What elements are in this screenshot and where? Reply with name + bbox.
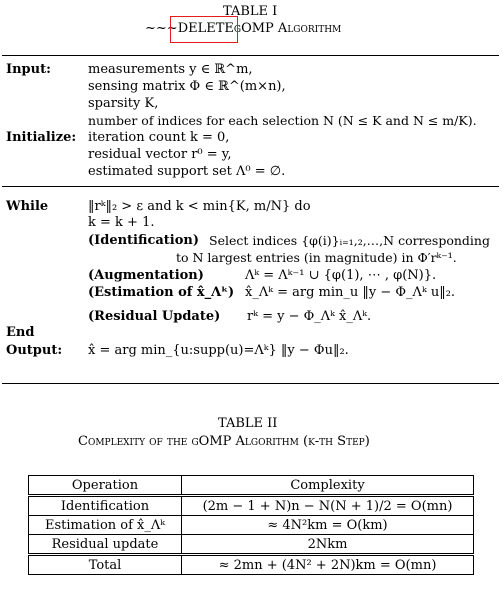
- total-operation: Total: [29, 555, 182, 575]
- input-line-4: number of indices for each selection N (N ≤ K and N ≤ m/K).: [88, 113, 477, 128]
- ident-label: (Identification): [88, 233, 199, 248]
- table-header-row: [29, 476, 474, 496]
- table2-title: Complexity of the gOMP Algorithm (k-th Step): [78, 434, 370, 449]
- header-operation: Operation: [29, 476, 182, 496]
- title-prefix: ~~~: [145, 21, 178, 36]
- table1-number: TABLE I: [223, 4, 278, 19]
- end-label: End: [6, 325, 35, 340]
- input-line-1: measurements y ∈ ℝ^m,: [88, 62, 253, 77]
- title-highlight-text: DELETE: [177, 21, 234, 36]
- input-line-2: sensing matrix Φ ∈ ℝ^(m×n),: [88, 79, 286, 94]
- input-label: Input:: [6, 62, 51, 77]
- output-text: x̂ = arg min_{u:supp(u)=Λᵏ} ‖y − Φu‖₂.: [88, 343, 349, 358]
- init-line-3: estimated support set Λ⁰ = ∅.: [88, 164, 286, 179]
- rule-mid: [2, 186, 499, 187]
- table-row: [29, 516, 474, 535]
- ident-text-1: Select indices {φ(i)}ᵢ₌₁,₂,…,N corresponding: [209, 233, 490, 248]
- total-complexity: ≈ 2mn + (4N² + 2N)km = O(mn): [182, 555, 474, 575]
- row-complexity: ≈ 4N²km = O(km): [182, 516, 474, 535]
- aug-label: (Augmentation): [88, 268, 204, 283]
- rule-top: [2, 55, 499, 56]
- res-label: (Residual Update): [88, 309, 221, 324]
- while-condition: ‖rᵏ‖₂ > ε and k < min{K, m/N} do: [88, 199, 311, 214]
- while-label: While: [6, 199, 49, 214]
- row-operation: Residual update: [29, 535, 182, 555]
- res-text: rᵏ = y − Φ_Λᵏ x̂_Λᵏ.: [247, 309, 372, 324]
- row-operation: Identification: [29, 496, 182, 516]
- header-complexity: Complexity: [182, 476, 474, 496]
- input-line-3: sparsity K,: [88, 96, 159, 111]
- table-total-row: [29, 555, 474, 575]
- init-line-2: residual vector r⁰ = y,: [88, 147, 232, 162]
- init-label: Initialize:: [6, 130, 77, 145]
- ident-text-2: to N largest entries (in magnitude) in Φ′rᵏ⁻¹.: [176, 250, 457, 265]
- row-operation: Estimation of x̂_Λᵏ: [29, 516, 182, 535]
- est-text: x̂_Λᵏ = arg min_u ‖y − Φ_Λᵏ u‖₂.: [245, 285, 456, 300]
- table-row: [29, 535, 474, 555]
- while-step: k = k + 1.: [88, 215, 155, 230]
- highlight-box: [170, 16, 238, 43]
- row-complexity: 2Nkm: [182, 535, 474, 555]
- table2-number: TABLE II: [218, 416, 278, 431]
- init-line-1: iteration count k = 0,: [88, 130, 230, 145]
- est-label: (Estimation of x̂_Λᵏ): [88, 285, 235, 300]
- output-label: Output:: [6, 343, 63, 358]
- title-rest: gOMP Algorithm: [233, 21, 342, 36]
- table-row: [29, 496, 474, 516]
- aug-text: Λᵏ = Λᵏ⁻¹ ∪ {φ(1), ⋯ , φ(N)}.: [245, 268, 437, 283]
- rule-bottom: [2, 383, 499, 384]
- complexity-table: [28, 475, 474, 575]
- row-complexity: (2m − 1 + N)n − N(N + 1)/2 = O(mn): [182, 496, 474, 516]
